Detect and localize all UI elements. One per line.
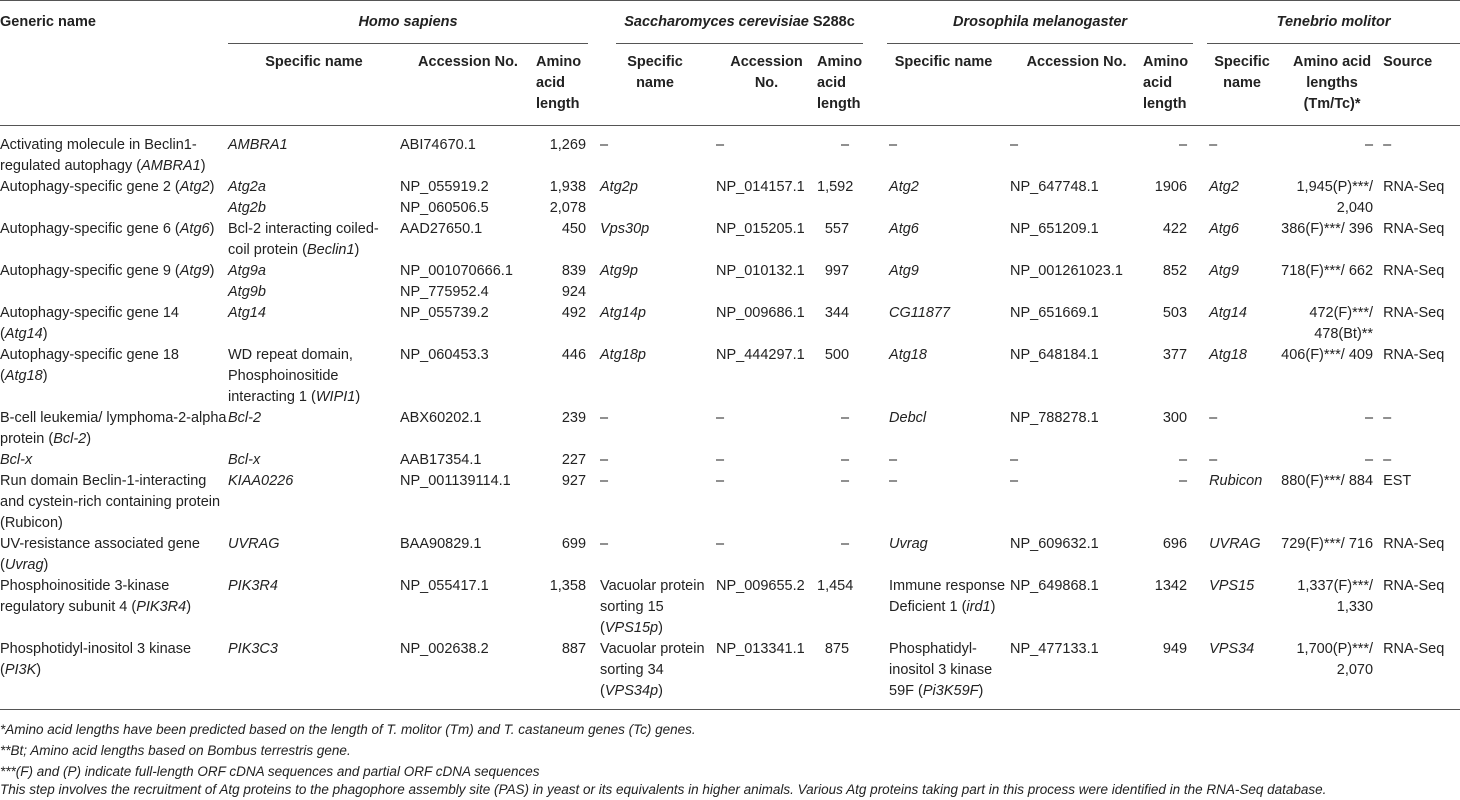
hs-length-cell: 227 bbox=[561, 452, 587, 468]
dm-accession-cell: NP_649868.1 bbox=[1010, 578, 1099, 594]
tm-specific-cell: – bbox=[1209, 410, 1218, 426]
header-tm-length: Amino acid lengths (Tm/Tc)* bbox=[1281, 44, 1383, 126]
dm-accession-cell: NP_001261023.1 bbox=[1010, 263, 1123, 279]
tm-source-cell: – bbox=[1383, 410, 1392, 426]
hs-specific-cell: Atg14 bbox=[228, 305, 266, 321]
header-dm-accession: Accession No. bbox=[1010, 44, 1143, 126]
sc-specific-cell: Atg14p bbox=[600, 305, 646, 321]
sc-length-cell: 344 bbox=[824, 305, 850, 321]
sc-length-cell: 557 bbox=[824, 221, 850, 237]
dm-specific-cell: – bbox=[889, 452, 898, 468]
tm-source-cell: RNA-Seq bbox=[1383, 639, 1460, 710]
footnote-1: *Amino acid lengths have been predicted based on the length of T. molitor (Tm) and T. castaneum genes (Tc) genes. bbox=[0, 722, 696, 737]
header-tm-specific: Specific name bbox=[1203, 44, 1281, 126]
tm-length-cell: 386(F)***/ 396 bbox=[1281, 221, 1374, 237]
generic-name-cell: Phosphotidyl-inositol 3 kinase (PI3K) bbox=[0, 639, 228, 710]
header-dm-specific: Specific name bbox=[877, 44, 1010, 126]
generic-name-cell: Activating molecule in Beclin1-regulated autophagy (AMBRA1) bbox=[0, 137, 206, 174]
table-row bbox=[0, 345, 1460, 408]
sc-accession-cell: NP_009686.1 bbox=[716, 305, 805, 321]
sc-length-cell: 1,454 bbox=[817, 578, 854, 594]
hs-specific-cell: PIK3R4 bbox=[228, 578, 278, 594]
hs-specific-cell: Bcl-2 bbox=[228, 410, 262, 426]
hs-accession-cell: NP_055919.2 NP_060506.5 bbox=[400, 179, 489, 216]
hs-specific-cell: WD repeat domain, Phosphoinositide interacting 1 (WIPI1) bbox=[228, 347, 361, 405]
hs-specific-cell: Atg9a Atg9b bbox=[228, 263, 266, 300]
hs-specific-cell: Bcl-2 interacting coiled-coil protein (Beclin1) bbox=[228, 221, 379, 258]
tm-specific-cell: Atg2 bbox=[1209, 179, 1239, 195]
sc-accession-cell: – bbox=[716, 473, 725, 489]
table-row bbox=[0, 303, 1460, 345]
tm-specific-cell: Atg9 bbox=[1209, 263, 1239, 279]
sc-length-cell: – bbox=[840, 473, 850, 489]
hs-accession-cell: NP_002638.2 bbox=[400, 639, 536, 710]
footnote-2: **Bt; Amino acid lengths based on Bombus terrestris gene. bbox=[0, 743, 351, 758]
dm-length-cell: 300 bbox=[1162, 410, 1188, 426]
header-row-species bbox=[0, 1, 1460, 45]
tm-length-cell: 1,945(P)***/ 2,040 bbox=[1296, 179, 1374, 216]
dm-accession-cell: NP_647748.1 bbox=[1010, 179, 1099, 195]
sc-length-cell: 875 bbox=[817, 639, 877, 710]
header-species-drosophila: Drosophila melanogaster bbox=[877, 1, 1203, 45]
sc-length-cell: 997 bbox=[824, 263, 850, 279]
generic-name-cell: Bcl-x bbox=[0, 452, 33, 468]
dm-specific-cell: Atg18 bbox=[889, 347, 927, 363]
sc-accession-cell: NP_014157.1 bbox=[716, 179, 805, 195]
dm-specific-cell: Atg2 bbox=[889, 179, 919, 195]
sc-accession-cell: NP_010132.1 bbox=[716, 263, 805, 279]
hs-accession-cell: AAD27650.1 bbox=[400, 221, 483, 237]
generic-name-cell: UV-resistance associated gene (Uvrag) bbox=[0, 536, 200, 573]
hs-accession-cell: NP_055417.1 bbox=[400, 578, 489, 594]
sc-length-cell: 500 bbox=[824, 347, 850, 363]
hs-length-cell: 492 bbox=[561, 305, 587, 321]
dm-accession-cell: – bbox=[1010, 473, 1019, 489]
sc-length-cell: – bbox=[840, 536, 850, 552]
table-row bbox=[0, 639, 1460, 710]
hs-specific-cell: UVRAG bbox=[228, 536, 280, 552]
tm-specific-cell: Atg14 bbox=[1209, 305, 1247, 321]
table-row bbox=[0, 126, 1460, 178]
footnote-3: ***(F) and (P) indicate full-length ORF cDNA sequences and partial ORF cDNA sequences bbox=[0, 764, 540, 779]
table-row bbox=[0, 408, 1460, 450]
sc-length-cell: – bbox=[840, 137, 850, 153]
header-sc-accession: Accession No. bbox=[716, 44, 817, 126]
table-row bbox=[0, 219, 1460, 261]
hs-specific-cell: AMBRA1 bbox=[228, 137, 288, 153]
dm-length-cell: – bbox=[1178, 473, 1188, 489]
sc-accession-cell: NP_444297.1 bbox=[716, 347, 805, 363]
dm-length-cell: 949 bbox=[1143, 639, 1203, 710]
sc-accession-cell: NP_013341.1 bbox=[716, 639, 817, 710]
hs-length-cell: 839 924 bbox=[561, 263, 587, 300]
tm-specific-cell: VPS34 bbox=[1203, 639, 1281, 710]
header-generic-name: Generic name bbox=[0, 1, 228, 45]
generic-name-cell: Run domain Beclin-1-interacting and cystein-rich containing protein (Rubicon) bbox=[0, 473, 221, 531]
header-species-tenebrio: Tenebrio molitor bbox=[1203, 1, 1460, 45]
dm-specific-cell: Immune response Deficient 1 (ird1) bbox=[889, 578, 1006, 615]
sc-specific-cell: Vacuolar protein sorting 34 (VPS34p) bbox=[600, 639, 716, 710]
dm-length-cell: 422 bbox=[1162, 221, 1188, 237]
sc-specific-cell: – bbox=[600, 410, 609, 426]
sc-accession-cell: – bbox=[716, 410, 725, 426]
sc-specific-cell: – bbox=[600, 473, 609, 489]
sc-specific-cell: Vacuolar protein sorting 15 (VPS15p) bbox=[600, 578, 705, 636]
tm-specific-cell: UVRAG bbox=[1209, 536, 1261, 552]
tm-length-cell: 1,337(F)***/ 1,330 bbox=[1297, 578, 1374, 615]
dm-length-cell: – bbox=[1178, 137, 1188, 153]
sc-accession-cell: NP_015205.1 bbox=[716, 221, 805, 237]
dm-specific-cell: Atg9 bbox=[889, 263, 919, 279]
header-tm-source: Source bbox=[1383, 44, 1460, 126]
hs-accession-cell: ABI74670.1 bbox=[400, 137, 476, 153]
dm-specific-cell: Atg6 bbox=[889, 221, 919, 237]
sc-specific-cell: Vps30p bbox=[600, 221, 650, 237]
header-species-homo-sapiens: Homo sapiens bbox=[228, 1, 600, 45]
tm-specific-cell: Rubicon bbox=[1209, 473, 1263, 489]
tm-specific-cell: – bbox=[1209, 452, 1218, 468]
dm-length-cell: 1342 bbox=[1154, 578, 1188, 594]
sc-length-cell: – bbox=[840, 410, 850, 426]
tm-source-cell: RNA-Seq bbox=[1383, 536, 1445, 552]
tm-source-cell: RNA-Seq bbox=[1383, 179, 1445, 195]
header-hs-specific: Specific name bbox=[228, 44, 400, 126]
table-row bbox=[0, 576, 1460, 639]
hs-accession-cell: AAB17354.1 bbox=[400, 452, 482, 468]
hs-length-cell: 927 bbox=[561, 473, 587, 489]
dm-accession-cell: NP_609632.1 bbox=[1010, 536, 1099, 552]
sc-specific-cell: Atg18p bbox=[600, 347, 646, 363]
tm-length-cell: – bbox=[1364, 410, 1374, 426]
generic-name-cell: Phosphoinositide 3-kinase regulatory subunit 4 (PIK3R4) bbox=[0, 578, 192, 615]
hs-specific-cell: Bcl-x bbox=[228, 452, 261, 468]
generic-name-cell: Autophagy-specific gene 6 (Atg6) bbox=[0, 221, 215, 237]
hs-length-cell: 1,269 bbox=[549, 137, 587, 153]
tm-length-cell: 406(F)***/ 409 bbox=[1281, 347, 1374, 363]
hs-accession-cell: NP_055739.2 bbox=[400, 305, 489, 321]
sc-specific-cell: – bbox=[600, 452, 609, 468]
sc-accession-cell: – bbox=[716, 536, 725, 552]
tm-specific-cell: Atg18 bbox=[1209, 347, 1247, 363]
table-row bbox=[0, 534, 1460, 576]
table-body bbox=[0, 126, 1460, 710]
dm-accession-cell: NP_788278.1 bbox=[1010, 410, 1099, 426]
sc-specific-cell: – bbox=[600, 536, 609, 552]
dm-accession-cell: – bbox=[1010, 452, 1019, 468]
header-blank bbox=[0, 44, 228, 126]
dm-accession-cell: NP_477133.1 bbox=[1010, 639, 1143, 710]
dm-length-cell: 852 bbox=[1162, 263, 1188, 279]
sc-length-cell: – bbox=[840, 452, 850, 468]
generic-name-cell: Autophagy-specific gene 18 (Atg18) bbox=[0, 347, 179, 384]
table-row bbox=[0, 261, 1460, 303]
dm-length-cell: 377 bbox=[1162, 347, 1188, 363]
hs-length-cell: 699 bbox=[561, 536, 587, 552]
dm-specific-cell: CG11877 bbox=[889, 305, 951, 321]
tm-specific-cell: VPS15 bbox=[1209, 578, 1255, 594]
hs-accession-cell: BAA90829.1 bbox=[400, 536, 482, 552]
header-dm-length: Amino acid length bbox=[1143, 44, 1203, 126]
tm-length-cell: 880(F)***/ 884 bbox=[1281, 473, 1374, 489]
dm-specific-cell: Debcl bbox=[889, 410, 927, 426]
dm-accession-cell: – bbox=[1010, 137, 1019, 153]
hs-accession-cell: NP_001139114.1 bbox=[400, 473, 511, 489]
dm-length-cell: 1906 bbox=[1154, 179, 1188, 195]
generic-name-cell: Autophagy-specific gene 2 (Atg2) bbox=[0, 179, 215, 195]
tm-source-cell: EST bbox=[1383, 473, 1412, 489]
dm-specific-cell: Uvrag bbox=[889, 536, 928, 552]
tm-specific-cell: – bbox=[1209, 137, 1218, 153]
hs-accession-cell: NP_001070666.1 NP_775952.4 bbox=[400, 263, 513, 300]
hs-length-cell: 239 bbox=[561, 410, 587, 426]
tm-length-cell: – bbox=[1364, 452, 1374, 468]
sc-accession-cell: – bbox=[716, 137, 725, 153]
sc-specific-cell: Atg2p bbox=[600, 179, 638, 195]
header-sc-length: Amino acid length bbox=[817, 44, 877, 126]
hs-length-cell: 446 bbox=[561, 347, 587, 363]
hs-accession-cell: ABX60202.1 bbox=[400, 410, 482, 426]
dm-specific-cell: – bbox=[889, 473, 898, 489]
dm-accession-cell: NP_651669.1 bbox=[1010, 305, 1099, 321]
hs-length-cell: 450 bbox=[561, 221, 587, 237]
tm-length-cell: 1,700(P)***/ 2,070 bbox=[1281, 639, 1383, 710]
footnote-4: This step involves the recruitment of Atg proteins to the phagophore assembly site (PAS) in yeast or its equivalents in higher animals. Various Atg proteins taking part in this process were identified in the RNA-Seq database. bbox=[0, 782, 1327, 797]
tm-specific-cell: Atg6 bbox=[1209, 221, 1239, 237]
dm-specific-cell: Phosphatidyl-inositol 3 kinase 59F (Pi3K59F) bbox=[877, 639, 1010, 710]
dm-length-cell: 503 bbox=[1162, 305, 1188, 321]
dm-accession-cell: NP_651209.1 bbox=[1010, 221, 1099, 237]
header-hs-length: Amino acid length bbox=[536, 44, 600, 126]
header-species-saccharomyces: Saccharomyces cerevisiae S288c bbox=[600, 1, 877, 45]
sc-accession-cell: – bbox=[716, 452, 725, 468]
hs-length-cell: 1,938 2,078 bbox=[549, 179, 587, 216]
sc-accession-cell: NP_009655.2 bbox=[716, 578, 805, 594]
dm-accession-cell: NP_648184.1 bbox=[1010, 347, 1099, 363]
tm-length-cell: 729(F)***/ 716 bbox=[1281, 536, 1374, 552]
tm-source-cell: RNA-Seq bbox=[1383, 221, 1445, 237]
header-hs-accession: Accession No. bbox=[400, 44, 536, 126]
hs-specific-cell: KIAA0226 bbox=[228, 473, 294, 489]
dm-length-cell: 696 bbox=[1162, 536, 1188, 552]
table-row bbox=[0, 177, 1460, 219]
hs-length-cell: 1,358 bbox=[549, 578, 587, 594]
dm-specific-cell: – bbox=[889, 137, 898, 153]
hs-length-cell: 887 bbox=[536, 639, 600, 710]
sc-length-cell: 1,592 bbox=[817, 179, 854, 195]
generic-name-cell: Autophagy-specific gene 14 (Atg14) bbox=[0, 305, 179, 342]
sc-specific-cell: – bbox=[600, 137, 609, 153]
tm-length-cell: 472(F)***/ 478(Bt)** bbox=[1309, 305, 1374, 342]
dm-length-cell: – bbox=[1178, 452, 1188, 468]
tm-source-cell: RNA-Seq bbox=[1383, 263, 1445, 279]
header-row-columns bbox=[0, 44, 1460, 126]
table-row bbox=[0, 471, 1460, 534]
sc-specific-cell: Atg9p bbox=[600, 263, 638, 279]
generic-name-cell: Autophagy-specific gene 9 (Atg9) bbox=[0, 263, 215, 279]
tm-source-cell: RNA-Seq bbox=[1383, 305, 1445, 321]
tm-length-cell: 718(F)***/ 662 bbox=[1281, 263, 1374, 279]
hs-specific-cell: Atg2a Atg2b bbox=[228, 179, 266, 216]
hs-specific-cell: PIK3C3 bbox=[228, 639, 400, 710]
table-row bbox=[0, 450, 1460, 471]
header-sc-specific: Specific name bbox=[600, 44, 716, 126]
hs-accession-cell: NP_060453.3 bbox=[400, 347, 489, 363]
tm-length-cell: – bbox=[1364, 137, 1374, 153]
tm-source-cell: – bbox=[1383, 137, 1392, 153]
tm-source-cell: RNA-Seq bbox=[1383, 578, 1445, 594]
tm-source-cell: – bbox=[1383, 452, 1392, 468]
generic-name-cell: B-cell leukemia/ lymphoma-2-alpha protein (Bcl-2) bbox=[0, 410, 227, 447]
tm-source-cell: RNA-Seq bbox=[1383, 347, 1445, 363]
